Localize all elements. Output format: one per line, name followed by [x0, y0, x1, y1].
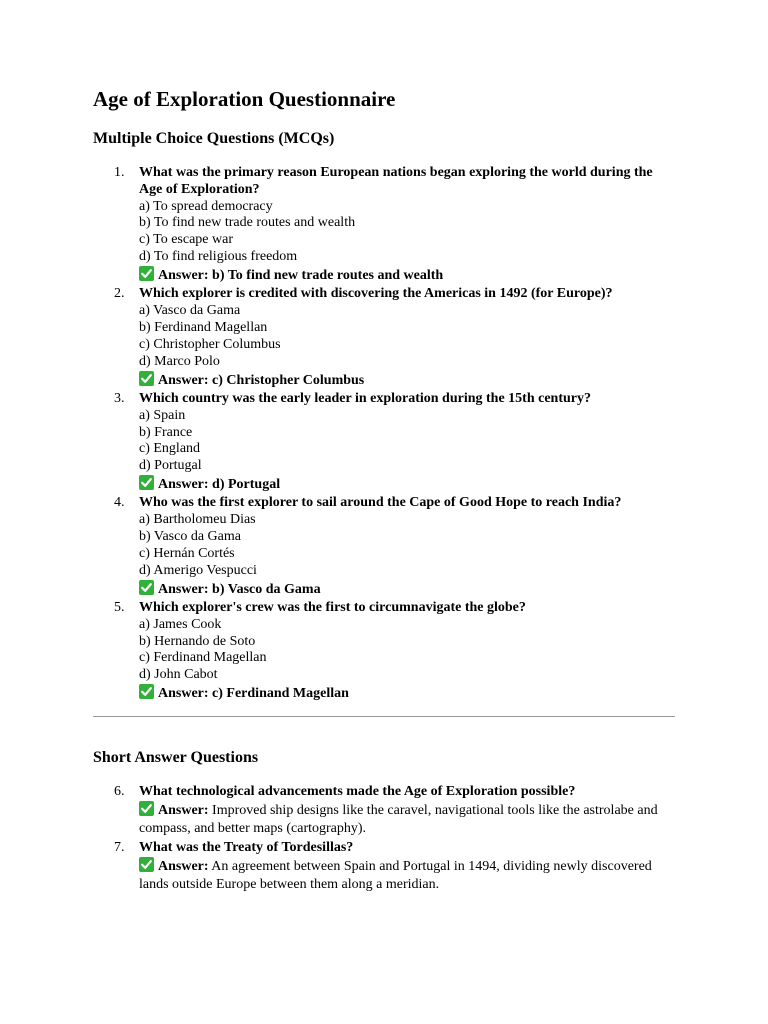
check-mark-icon — [139, 801, 154, 816]
answer-text: Answer: b) To find new trade routes and wealth — [158, 268, 444, 284]
check-mark-icon — [139, 475, 154, 490]
question-number: 6. — [114, 784, 125, 799]
question-text: What was the primary reason European nations began exploring the world during the Age of Exploration? — [139, 165, 653, 197]
option-d: d) John Cabot — [139, 667, 218, 683]
answer-line — [139, 580, 678, 599]
answer-text: Answer: c) Ferdinand Magellan — [158, 686, 349, 702]
answer-line — [139, 371, 678, 390]
question-number: 7. — [114, 840, 125, 856]
option-c: c) Ferdinand Magellan — [139, 650, 267, 666]
option-c: c) Hernán Cortés — [139, 545, 235, 561]
option-a: a) To spread democracy — [139, 198, 273, 214]
question-number: 5. — [114, 600, 125, 616]
check-mark-icon — [139, 580, 154, 595]
answer-paragraph — [139, 801, 678, 839]
page-title: Age of Exploration Questionnaire — [93, 87, 396, 111]
answer-label: Answer: — [158, 858, 209, 874]
check-mark-icon — [139, 266, 154, 281]
short-answer-question-6 — [93, 784, 678, 839]
mcq-question-5 — [93, 600, 678, 703]
answer-text: An agreement between Spain and Portugal in 1494, dividing newly discovered lands outside Europe between them along a meridian. — [139, 858, 652, 893]
question-text: What technological advancements made the Age of Exploration possible? — [139, 784, 576, 799]
option-c: c) Christopher Columbus — [139, 336, 281, 352]
answer-line — [139, 266, 678, 285]
question-number: 3. — [114, 390, 125, 406]
answer-text: Answer: b) Vasco da Gama — [158, 581, 321, 597]
short-answer-section-heading: Short Answer Questions — [93, 749, 259, 766]
option-a: a) Spain — [139, 407, 186, 423]
mcq-question-list — [93, 165, 678, 705]
question-text: Which country was the early leader in exploration during the 15th century? — [139, 390, 592, 406]
option-a: a) Bartholomeu Dias — [139, 512, 256, 528]
check-mark-icon — [139, 684, 154, 699]
option-b: b) Hernando de Soto — [139, 633, 256, 649]
option-d: d) Portugal — [139, 458, 202, 474]
option-d: d) To find religious freedom — [139, 248, 298, 264]
mcq-section-heading: Multiple Choice Questions (MCQs) — [93, 130, 335, 147]
question-number: 2. — [114, 286, 125, 302]
question-text: What was the Treaty of Tordesillas? — [139, 840, 354, 856]
check-mark-icon — [139, 371, 154, 386]
question-number: 1. — [114, 165, 125, 180]
question-text: Which explorer's crew was the first to circumnavigate the globe? — [139, 600, 526, 616]
answer-text: Improved ship designs like the caravel, navigational tools like the astrolabe and compass, and better maps (cartography). — [139, 802, 658, 837]
option-b: b) To find new trade routes and wealth — [139, 215, 356, 231]
answer-line — [139, 684, 678, 703]
short-answer-question-list — [93, 784, 678, 896]
option-b: b) Ferdinand Magellan — [139, 319, 268, 335]
option-b: b) Vasco da Gama — [139, 529, 241, 545]
mcq-question-2 — [93, 286, 678, 389]
option-b: b) France — [139, 424, 193, 440]
answer-text: Answer: c) Christopher Columbus — [158, 372, 365, 388]
mcq-question-3 — [93, 391, 678, 494]
short-answer-question-7 — [93, 840, 678, 895]
answer-paragraph — [139, 857, 678, 895]
option-a: a) James Cook — [139, 616, 222, 632]
mcq-question-1 — [93, 165, 678, 285]
option-d: d) Amerigo Vespucci — [139, 562, 257, 578]
option-d: d) Marco Polo — [139, 353, 220, 369]
option-c: c) England — [139, 441, 201, 457]
option-a: a) Vasco da Gama — [139, 303, 241, 319]
answer-label: Answer: — [158, 802, 209, 818]
answer-text: Answer: d) Portugal — [158, 477, 281, 493]
check-mark-icon — [139, 857, 154, 872]
question-text: Which explorer is credited with discovering the Americas in 1492 (for Europe)? — [139, 286, 613, 302]
question-text: Who was the first explorer to sail around the Cape of Good Hope to reach India? — [139, 495, 622, 511]
question-number: 4. — [114, 495, 125, 511]
section-divider — [93, 716, 675, 717]
option-c: c) To escape war — [139, 232, 233, 248]
mcq-question-4 — [93, 495, 678, 598]
answer-line — [139, 475, 678, 494]
